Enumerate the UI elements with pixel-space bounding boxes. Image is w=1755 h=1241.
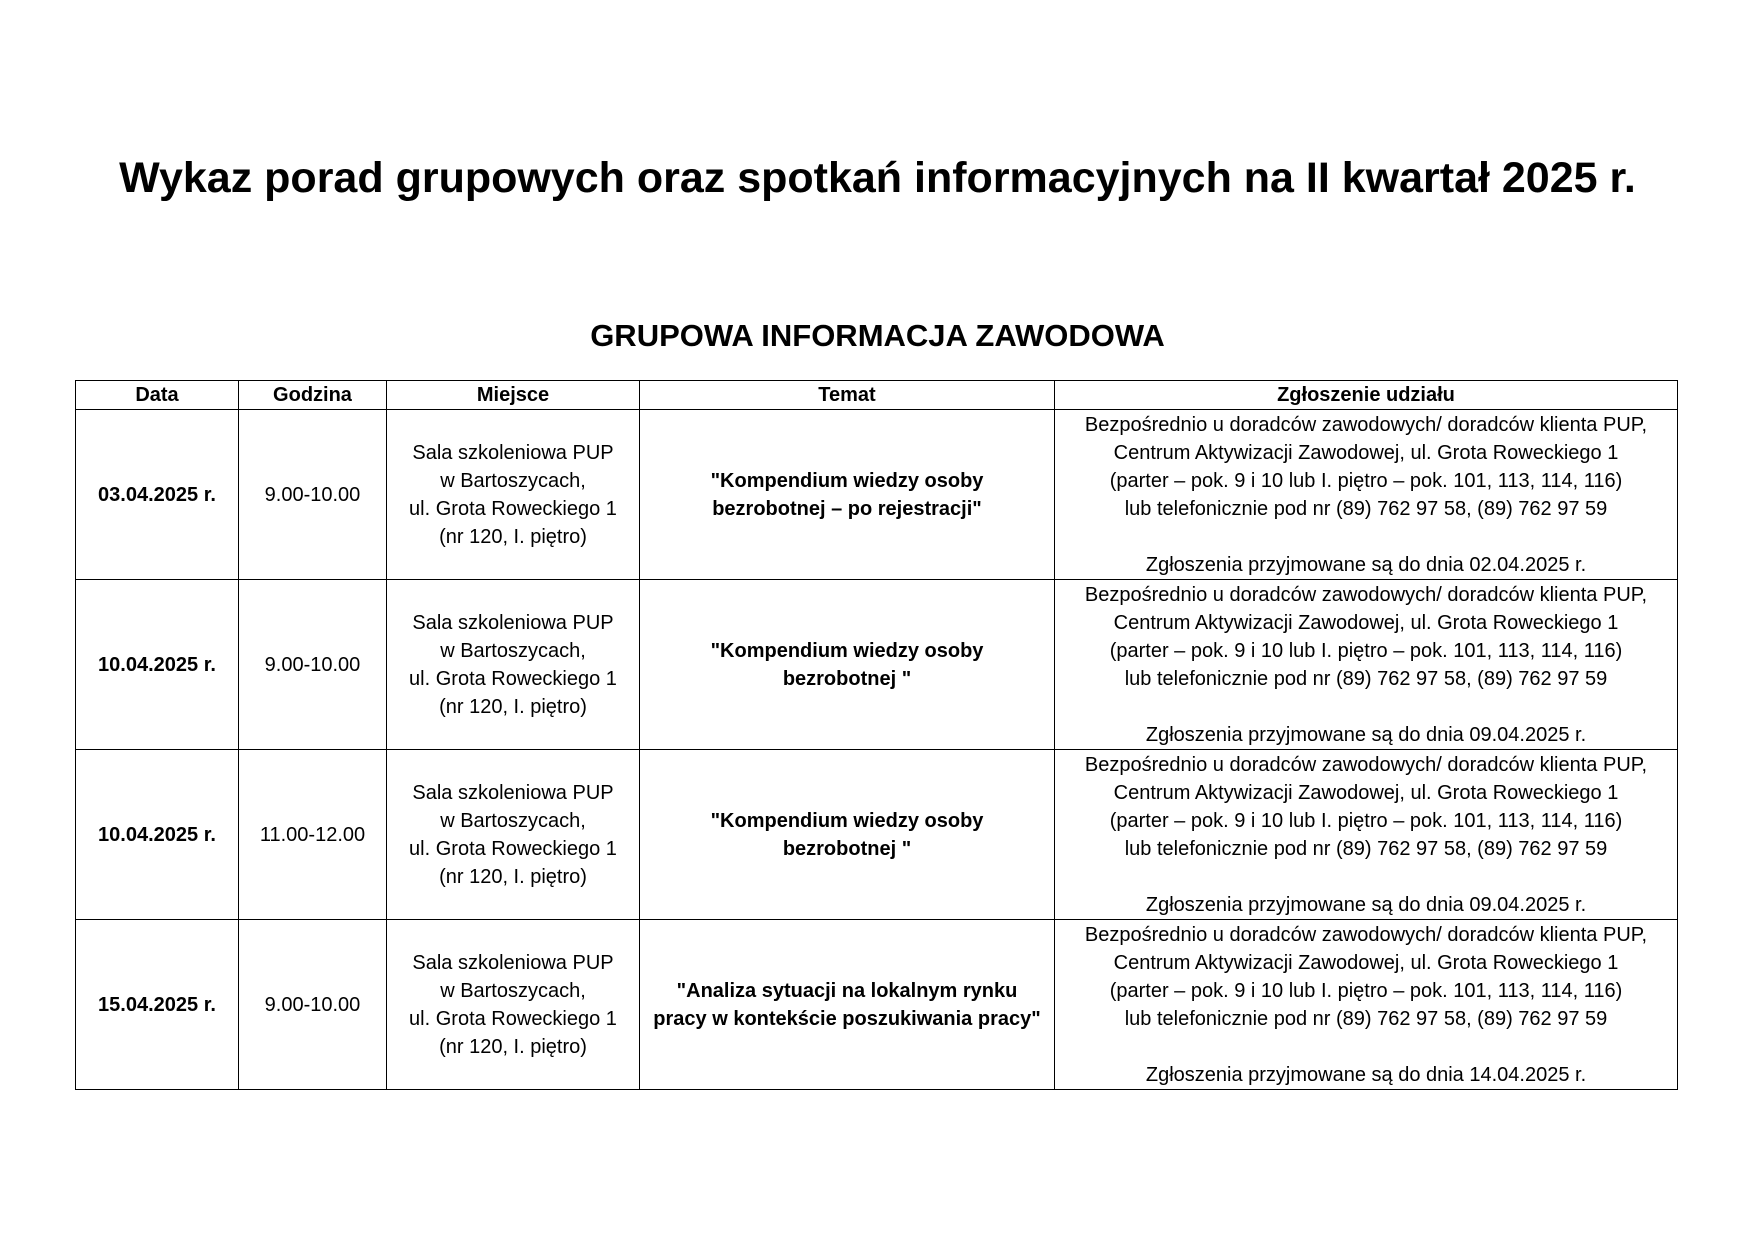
topic-cell <box>640 750 1055 920</box>
header-date: Data <box>76 381 239 410</box>
spacer <box>1061 693 1671 721</box>
topic-line: "Kompendium wiedzy osoby <box>710 469 984 492</box>
signup-line: lub telefonicznie pod nr (89) 762 97 58, (89) 762 97 59 <box>1124 667 1608 690</box>
header-place: Miejsce <box>387 381 640 410</box>
signup-line: Bezpośrednio u doradców zawodowych/ doradców klienta PUP, <box>1084 923 1648 946</box>
topic-line: "Kompendium wiedzy osoby <box>710 639 984 662</box>
schedule-table <box>75 380 1678 1090</box>
place-line: ul. Grota Roweckiego 1 <box>409 1007 617 1030</box>
place-line: ul. Grota Roweckiego 1 <box>409 497 617 520</box>
signup-line: Bezpośrednio u doradców zawodowych/ doradców klienta PUP, <box>1084 753 1648 776</box>
time-cell: 9.00-10.00 <box>239 920 387 1090</box>
signup-deadline: Zgłoszenia przyjmowane są do dnia 09.04.2025 r. <box>1145 893 1587 916</box>
topic-line: "Kompendium wiedzy osoby <box>710 809 984 832</box>
topic-line: bezrobotnej " <box>782 837 912 860</box>
signup-deadline: Zgłoszenia przyjmowane są do dnia 14.04.2025 r. <box>1145 1063 1587 1086</box>
signup-line: (parter – pok. 9 i 10 lub I. piętro – pok. 101, 113, 114, 116) <box>1109 809 1623 832</box>
date-cell: 03.04.2025 r. <box>76 410 239 580</box>
topic-cell <box>640 580 1055 750</box>
date-cell: 10.04.2025 r. <box>76 580 239 750</box>
place-cell <box>387 580 640 750</box>
signup-line: Centrum Aktywizacji Zawodowej, ul. Grota Roweckiego 1 <box>1113 441 1619 464</box>
signup-cell <box>1055 920 1678 1090</box>
place-cell <box>387 750 640 920</box>
signup-line: (parter – pok. 9 i 10 lub I. piętro – pok. 101, 113, 114, 116) <box>1109 469 1623 492</box>
signup-line: Bezpośrednio u doradców zawodowych/ doradców klienta PUP, <box>1084 583 1648 606</box>
place-line: Sala szkoleniowa PUP <box>412 951 614 974</box>
signup-line: (parter – pok. 9 i 10 lub I. piętro – pok. 101, 113, 114, 116) <box>1109 639 1623 662</box>
place-line: Sala szkoleniowa PUP <box>412 611 614 634</box>
place-line: (nr 120, I. piętro) <box>439 695 587 718</box>
signup-line: Centrum Aktywizacji Zawodowej, ul. Grota Roweckiego 1 <box>1113 951 1619 974</box>
place-line: (nr 120, I. piętro) <box>439 1035 587 1058</box>
signup-cell <box>1055 410 1678 580</box>
table-row <box>76 580 1678 750</box>
signup-deadline: Zgłoszenia przyjmowane są do dnia 02.04.2025 r. <box>1145 553 1587 576</box>
table-row <box>76 920 1678 1090</box>
table-row <box>76 410 1678 580</box>
topic-cell <box>640 920 1055 1090</box>
place-line: ul. Grota Roweckiego 1 <box>409 667 617 690</box>
topic-line: pracy w kontekście poszukiwania pracy" <box>653 1007 1041 1030</box>
table-row <box>76 750 1678 920</box>
document-title: Wykaz porad grupowych oraz spotkań informacyjnych na II kwartał 2025 r. <box>119 154 1636 202</box>
spacer <box>1061 523 1671 551</box>
date-cell: 15.04.2025 r. <box>76 920 239 1090</box>
place-cell <box>387 920 640 1090</box>
place-line: (nr 120, I. piętro) <box>439 525 587 548</box>
time-cell: 9.00-10.00 <box>239 580 387 750</box>
section-title: GRUPOWA INFORMACJA ZAWODOWA <box>590 318 1165 353</box>
signup-line: lub telefonicznie pod nr (89) 762 97 58, (89) 762 97 59 <box>1124 1007 1608 1030</box>
signup-line: Centrum Aktywizacji Zawodowej, ul. Grota Roweckiego 1 <box>1113 781 1619 804</box>
topic-line: bezrobotnej " <box>782 667 912 690</box>
signup-deadline: Zgłoszenia przyjmowane są do dnia 09.04.2025 r. <box>1145 723 1587 746</box>
place-line: Sala szkoleniowa PUP <box>412 781 614 804</box>
place-line: w Bartoszycach, <box>440 639 586 662</box>
date-cell: 10.04.2025 r. <box>76 750 239 920</box>
place-line: ul. Grota Roweckiego 1 <box>409 837 617 860</box>
time-cell: 9.00-10.00 <box>239 410 387 580</box>
place-line: w Bartoszycach, <box>440 809 586 832</box>
place-line: w Bartoszycach, <box>440 469 586 492</box>
spacer <box>1061 863 1671 891</box>
topic-line: "Analiza sytuacji na lokalnym rynku <box>676 979 1018 1002</box>
signup-line: (parter – pok. 9 i 10 lub I. piętro – pok. 101, 113, 114, 116) <box>1109 979 1623 1002</box>
topic-line: bezrobotnej – po rejestracji" <box>712 497 982 520</box>
signup-line: Bezpośrednio u doradców zawodowych/ doradców klienta PUP, <box>1084 413 1648 436</box>
signup-line: Centrum Aktywizacji Zawodowej, ul. Grota Roweckiego 1 <box>1113 611 1619 634</box>
signup-line: lub telefonicznie pod nr (89) 762 97 58, (89) 762 97 59 <box>1124 837 1608 860</box>
time-cell: 11.00-12.00 <box>239 750 387 920</box>
place-line: w Bartoszycach, <box>440 979 586 1002</box>
header-topic: Temat <box>640 381 1055 410</box>
table-header-row <box>76 381 1678 410</box>
place-cell <box>387 410 640 580</box>
place-line: Sala szkoleniowa PUP <box>412 441 614 464</box>
header-time: Godzina <box>239 381 387 410</box>
topic-cell <box>640 410 1055 580</box>
spacer <box>1061 1033 1671 1061</box>
signup-cell <box>1055 750 1678 920</box>
header-signup: Zgłoszenie udziału <box>1055 381 1678 410</box>
place-line: (nr 120, I. piętro) <box>439 865 587 888</box>
signup-cell <box>1055 580 1678 750</box>
signup-line: lub telefonicznie pod nr (89) 762 97 58, (89) 762 97 59 <box>1124 497 1608 520</box>
